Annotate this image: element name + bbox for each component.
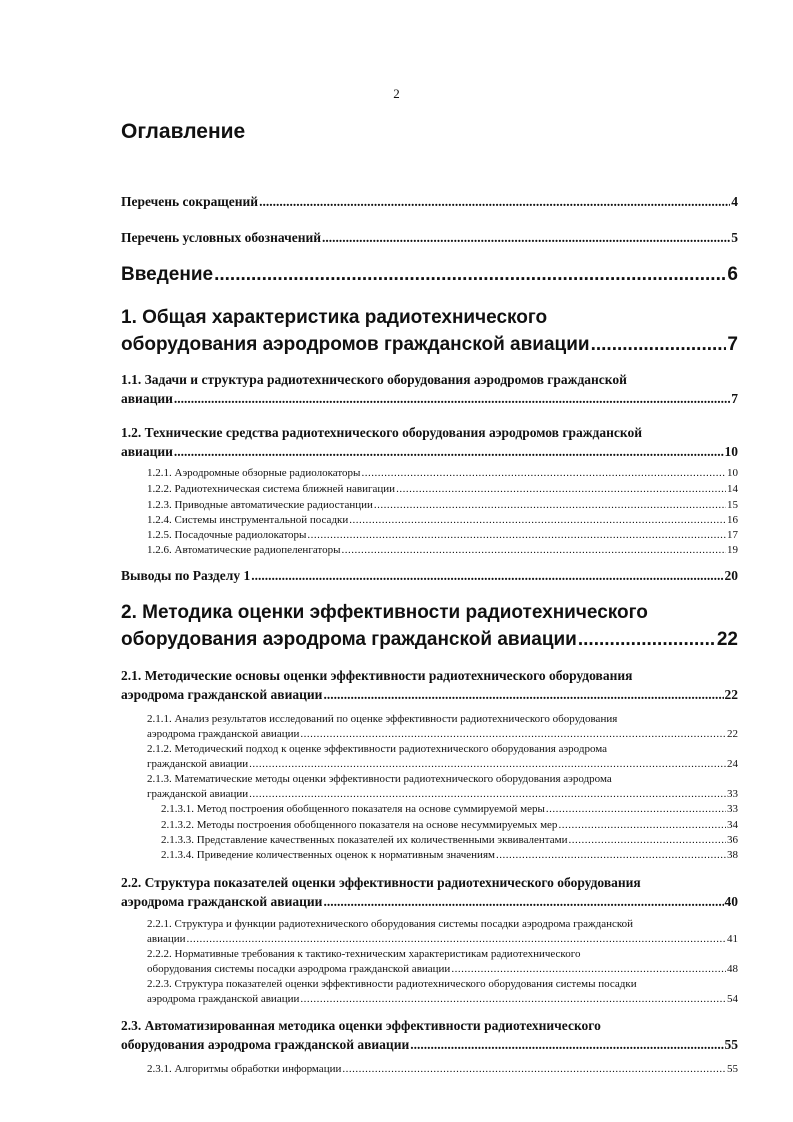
- toc-entry[interactable]: 1.2.3. Приводные автоматические радиостанции ..... 15: [121, 498, 738, 513]
- toc-entry[interactable]: 2.1.3. Математические методы оценки эффективности радиотехнического оборудования аэродрома гражданской авиации ..... 33: [121, 772, 738, 802]
- page-number: 2: [393, 86, 400, 101]
- toc-entry[interactable]: 1.2.4. Системы инструментальной посадки ..... 16: [121, 513, 738, 528]
- toc-entry[interactable]: 2.1.3.3. Представление качественных показателей их количественными эквивалентами ..... 36: [121, 833, 738, 848]
- toc-entry[interactable]: 1.2.5. Посадочные радиолокаторы ..... 17: [121, 528, 738, 543]
- toc-entry[interactable]: 2.1.3.4. Приведение количественных оценок к нормативным значениям ..... 38: [121, 848, 738, 863]
- toc-entry[interactable]: 2.1.1. Анализ результатов исследований по оценке эффективности радиотехнического оборудования аэродрома гражданской авиации ..... 22: [121, 712, 738, 742]
- toc-entry[interactable]: 1.2. Технические средства радиотехнического оборудования аэродромов гражданской авиации ..... 10: [121, 423, 738, 461]
- toc-entry[interactable]: 2.3. Автоматизированная методика оценки эффективности радиотехнического оборудования аэродрома гражданской авиации ..... 55: [121, 1016, 738, 1054]
- toc-entry[interactable]: 1.1. Задачи и структура радиотехнического оборудования аэродромов гражданской авиации ..... 7: [121, 370, 738, 408]
- toc-entry[interactable]: 2.1.3.1. Метод построения обобщенного показателя на основе суммируемой меры ..... 33: [121, 802, 738, 817]
- toc-entry[interactable]: 2.1.3.2. Методы построения обобщенного показателя на основе несуммируемых мер ..... 34: [121, 818, 738, 833]
- toc-entry[interactable]: Перечень условных обозначений ..... 5: [121, 229, 738, 246]
- page-title: Оглавление: [121, 120, 246, 143]
- toc-entry[interactable]: 2. Методика оценки эффективности радиотехнического оборудования аэродрома гражданской авиации ..... 22: [121, 599, 738, 653]
- toc-entry[interactable]: 2.2.1. Структура и функции радиотехнического оборудования системы посадки аэродрома гражданской авиации ..... 41: [121, 917, 738, 947]
- toc-entry[interactable]: 2.1. Методические основы оценки эффективности радиотехнического оборудования аэродрома гражданской авиации ..... 22: [121, 666, 738, 704]
- toc-entry[interactable]: 1.2.2. Радиотехническая система ближней навигации ..... 14: [121, 482, 738, 497]
- toc-entry[interactable]: 2.1.2. Методический подход к оценке эффективности радиотехнического оборудования аэродрома гражданской авиации ..... 24: [121, 742, 738, 772]
- toc-entry[interactable]: Выводы по Разделу 1 ..... 20: [121, 566, 738, 585]
- toc-entry[interactable]: 2.3.1. Алгоритмы обработки информации ..... 55: [121, 1062, 738, 1077]
- toc-entry[interactable]: 1. Общая характеристика радиотехнического оборудования аэродромов гражданской авиации ..... 7: [121, 304, 738, 358]
- toc-entry[interactable]: 1.2.6. Автоматические радиопеленгаторы ..... 19: [121, 543, 738, 558]
- toc-entry[interactable]: Введение ..... 6: [121, 261, 738, 288]
- toc-entry[interactable]: 1.2.1. Аэродромные обзорные радиолокаторы ..... 10: [121, 466, 738, 481]
- toc-entry[interactable]: 2.2. Структура показателей оценки эффективности радиотехнического оборудования аэродрома гражданской авиации ..... 40: [121, 873, 738, 911]
- toc-entry[interactable]: 2.2.3. Структура показателей оценки эффективности радиотехнического оборудования системы посадки аэродрома гражданской авиации ..... 54: [121, 977, 738, 1007]
- toc-entry[interactable]: 2.2.2. Нормативные требования к тактико-техническим характеристикам радиотехнического оборудования системы посадки аэродрома гражданской авиации ..... 48: [121, 947, 738, 977]
- toc-entry[interactable]: Перечень сокращений ..... 4: [121, 193, 738, 210]
